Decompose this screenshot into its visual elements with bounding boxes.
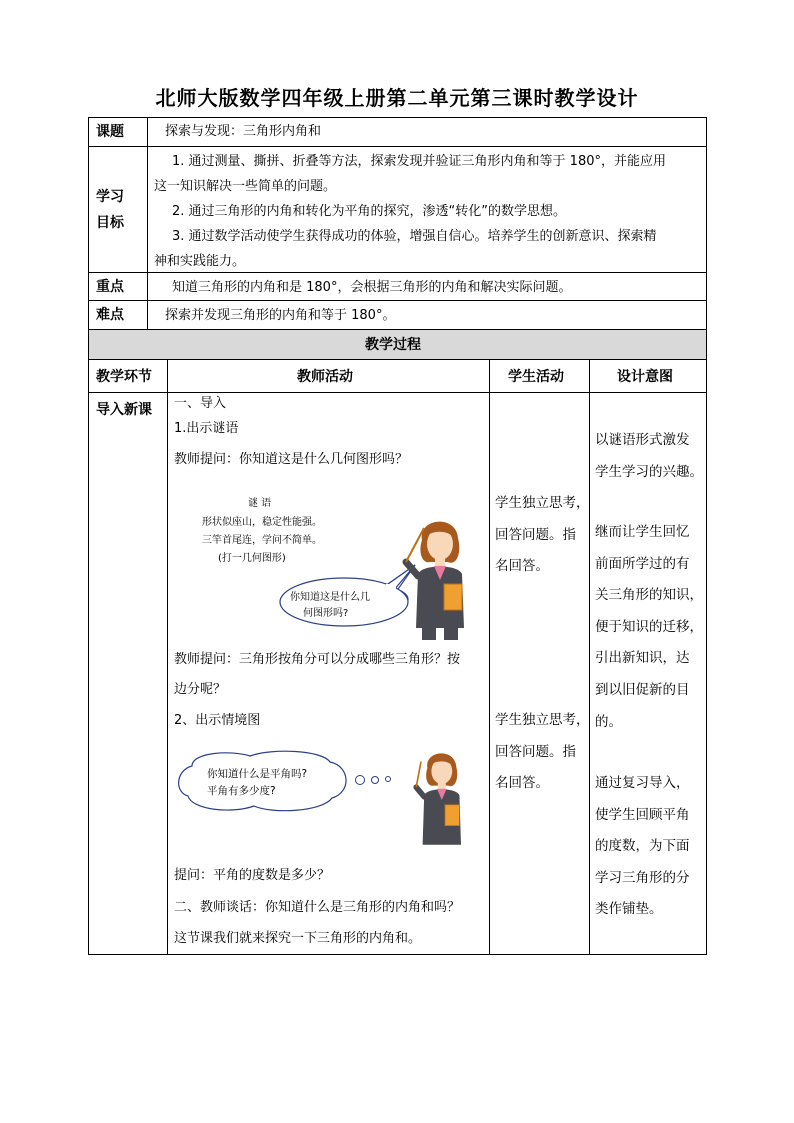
objectives-line: 神和实践能力。 [154, 254, 246, 269]
intent-line: 关三角形的知识， [595, 587, 703, 604]
intent-line: 以谜语形式激发 [595, 432, 690, 448]
process-header: 教学过程 [365, 337, 421, 353]
design-intent-3 [595, 768, 690, 926]
difficulty-label: 难点 [96, 307, 124, 323]
intent-line: 便于知识的迁移， [595, 618, 703, 635]
teacher-question-2: 教师提问：三角形按角分可以分成哪些三角形？按 [174, 652, 461, 667]
bubble-2-line: 平角有多少度? [207, 785, 276, 797]
topic-value: 探索与发现：三角形内角和 [165, 124, 322, 139]
document-title: 北师大版数学四年级上册第二单元第三课时教学设计 [155, 86, 639, 110]
teacher-question-3: 提问：平角的度数是多少？ [174, 868, 331, 883]
student-line: 回答问题。指 [495, 743, 576, 760]
column-header-teacher: 教师活动 [297, 369, 353, 385]
bubble-1-line: 何图形吗? [303, 608, 349, 619]
intent-line: 引出新知识，达 [595, 650, 690, 667]
teacher-talk-cont: 这节课我们就来探究一下三角形的内角和。 [174, 931, 422, 946]
objectives-label-line1: 学习 [96, 189, 124, 205]
student-line: 学生独立思考， [495, 712, 590, 728]
teacher-question-1: 教师提问：你知道这是什么几何图形吗？ [174, 452, 409, 467]
teacher-illustration-2 [402, 744, 480, 848]
key-point-value: 知道三角形的内角和是 180°，会根据三角形的内角和解决实际问题。 [172, 280, 572, 295]
riddle-line: 形状似座山，稳定性能强。 [202, 517, 322, 528]
student-activity-2 [495, 705, 590, 800]
intent-line: 的。 [595, 713, 622, 730]
objectives-line: 2. 通过三角形的内角和转化为平角的探究，渗透“转化”的数学思想。 [172, 204, 567, 219]
intent-line: 通过复习导入， [595, 775, 690, 791]
objectives-label-line2: 目标 [96, 215, 124, 231]
teacher-intro: 一、导入 [174, 396, 227, 411]
student-line: 名回答。 [495, 775, 549, 792]
intent-line: 的度数，为下面 [595, 838, 690, 855]
column-header-student: 学生活动 [508, 369, 564, 385]
student-line: 学生独立思考， [495, 495, 590, 511]
intent-line: 使学生回顾平角 [595, 806, 690, 823]
stage-label: 导入新课 [96, 402, 152, 418]
intent-line: 学习三角形的分 [595, 869, 690, 886]
column-header-stage: 教学环节 [96, 369, 152, 385]
teacher-illustration-1 [400, 510, 478, 642]
student-activity-1 [495, 488, 590, 583]
student-line: 回答问题。指 [495, 526, 576, 543]
teacher-step1: 1.出示谜语 [174, 421, 239, 436]
intent-line: 学生学习的兴趣。 [595, 463, 703, 480]
teacher-step2: 2、出示情境图 [174, 713, 261, 728]
difficulty-value: 探索并发现三角形的内角和等于 180°。 [165, 308, 396, 323]
intent-line: 前面所学过的有 [595, 555, 690, 572]
objectives-line: 这一知识解决一些简单的问题。 [154, 179, 337, 194]
riddle-title: 谜 语 [248, 498, 272, 509]
teacher-question-2-cont: 边分呢？ [174, 682, 227, 697]
objectives-line: 3. 通过数学活动使学生获得成功的体验，增强自信心。培养学生的创新意识、探索精 [172, 229, 657, 244]
teacher-talk: 二、教师谈话：你知道什么是三角形的内角和吗？ [174, 900, 461, 915]
key-point-label: 重点 [96, 279, 124, 295]
riddle-line: 三竿首尾连，学问不简单。 [202, 535, 322, 546]
design-intent-2 [595, 517, 703, 738]
design-intent-1 [595, 425, 703, 488]
bubble-1-line: 你知道这是什么几 [290, 592, 370, 603]
intent-line: 类作铺垫。 [595, 901, 663, 918]
bubble-2-line: 你知道什么是平角吗? [207, 768, 308, 780]
thought-bubble-2 [172, 748, 402, 816]
column-header-intent: 设计意图 [617, 369, 673, 385]
intent-line: 继而让学生回忆 [595, 524, 690, 540]
objectives-line: 1. 通过测量、撕拼、折叠等方法，探索发现并验证三角形内角和等于 180°，并能应用 [172, 154, 666, 169]
riddle-line: (打一几何图形) [218, 553, 286, 564]
student-line: 名回答。 [495, 558, 549, 575]
intent-line: 到以旧促新的目 [595, 681, 690, 698]
topic-label: 课题 [96, 124, 124, 140]
